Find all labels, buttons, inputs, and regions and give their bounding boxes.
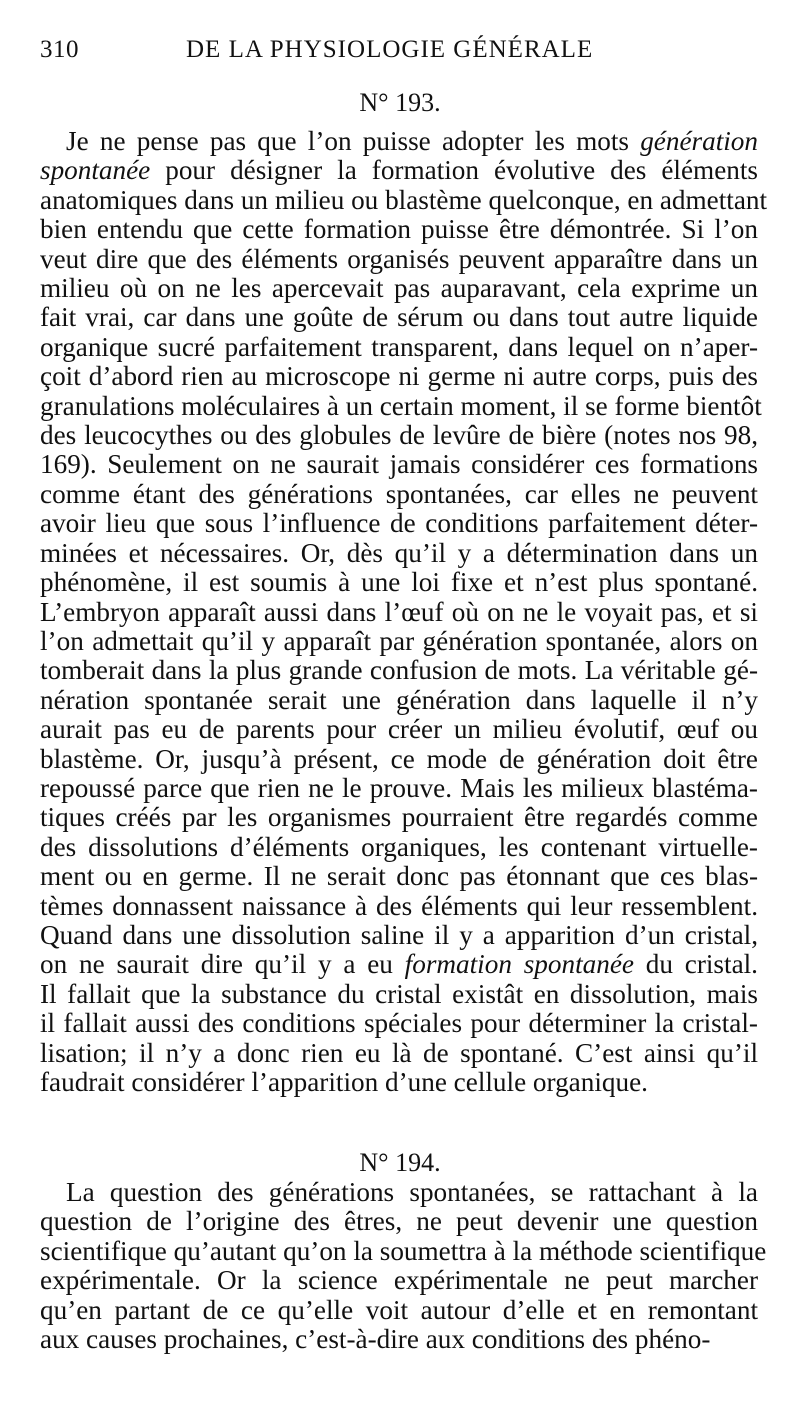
- text-line: il fallait aussi des conditions spéciales pour déterminer la cristal-: [40, 1008, 758, 1039]
- text-line: avoir lieu que sous l’influence de conditions parfaitement déter-: [40, 508, 758, 539]
- text-line: qu’en partant de ce qu’elle voit autour d’elle et en remontant: [40, 1294, 758, 1325]
- text-line: La question des générations spontanées, se rattachant à la: [66, 1177, 758, 1207]
- text-line: çoit d’abord rien au microscope ni germe ni autre corps, puis des: [40, 361, 758, 392]
- text-line: anatomiques dans un milieu ou blastème quelconque, en admettant: [40, 184, 768, 215]
- text-line: aux causes prochaines, c’est-à-dire aux conditions des phéno-: [40, 1324, 711, 1355]
- text-line: veut dire que des éléments organisés peuvent apparaître dans un: [40, 243, 758, 274]
- text-line: on ne saurait dire qu’il y a eu formation spontanée du cristal.: [40, 949, 758, 980]
- text-line: Je ne pense pas que l’on puisse adopter les mots génération: [66, 126, 758, 156]
- text-line: tiques créés par les organismes pourraient être regardés comme: [40, 802, 758, 833]
- page-header: [40, 36, 780, 76]
- text-line: fait vrai, car dans une goûte de sérum ou dans tout autre liquide: [40, 302, 758, 333]
- text-line: L’embryon apparaît aussi dans l’œuf où on ne le voyait pas, et si: [40, 596, 758, 627]
- section-heading-194: N° 194.: [359, 1148, 441, 1177]
- text-line: bien entendu que cette formation puisse être démontrée. Si l’on: [40, 214, 758, 245]
- text-line: expérimentale. Or la science expérimentale ne peut marcher: [40, 1265, 758, 1296]
- text-line: ment ou en germe. Il ne serait donc pas étonnant que ces blas-: [40, 861, 758, 892]
- text-line: milieu où on ne les apercevait pas auparavant, cela exprime un: [40, 273, 758, 304]
- text-line: des leucocythes ou des globules de levûre de bière (notes nos 98,: [40, 420, 758, 451]
- text-line: aurait pas eu de parents pour créer un milieu évolutif, œuf ou: [40, 714, 758, 745]
- text-line: minées et nécessaires. Or, dès qu’il y a détermination dans un: [40, 537, 758, 568]
- text-line: Il fallait que la substance du cristal existât en dissolution, mais: [40, 978, 758, 1009]
- text-line: tomberait dans la plus grande confusion de mots. La véritable gé-: [40, 655, 758, 686]
- page-number: 310: [40, 36, 79, 63]
- text-line: Quand dans une dissolution saline il y a apparition d’un cristal,: [40, 919, 758, 950]
- text-line: des dissolutions d’éléments organiques, les contenant virtuelle-: [40, 831, 758, 862]
- text-line: blastème. Or, jusqu’à présent, ce mode de génération doit être: [40, 743, 758, 774]
- text-line: tèmes donnassent naissance à des éléments qui leur ressemblent.: [40, 890, 758, 921]
- text-line: 169). Seulement on ne saurait jamais considérer ces formations: [40, 449, 758, 480]
- text-line: spontanée pour désigner la formation évolutive des éléments: [40, 155, 758, 186]
- text-line: organique sucré parfaitement transparent, dans lequel on n’aper-: [40, 331, 758, 362]
- paragraph-194: [40, 1177, 767, 1355]
- text-line: granulations moléculaires à un certain moment, il se forme bientôt: [40, 390, 762, 421]
- running-title: DE LA PHYSIOLOGIE GÉNÉRALE: [186, 36, 594, 63]
- text-line: nération spontanée serait une génération dans laquelle il n’y: [40, 684, 758, 715]
- text-line: faudrait considérer l’apparition d’une cellule organique.: [40, 1067, 648, 1097]
- text-line: scientifique qu’autant qu’on la soumettra à la méthode scientifique: [40, 1235, 767, 1266]
- text-line: phénomène, il est soumis à une loi fixe et n’est plus spontané.: [40, 567, 758, 598]
- paragraph-193: [40, 126, 768, 1097]
- text-line: repoussé parce que rien ne le prouve. Mais les milieux blastéma-: [40, 772, 758, 803]
- section-heading-193: N° 193.: [359, 88, 441, 117]
- text-line: lisation; il n’y a donc rien eu là de spontané. C’est ainsi qu’il: [40, 1037, 758, 1068]
- text-line: question de l’origine des êtres, ne peut devenir une question: [40, 1206, 758, 1237]
- text-line: comme étant des générations spontanées, car elles ne peuvent: [40, 478, 758, 509]
- text-line: l’on admettait qu’il y apparaît par génération spontanée, alors on: [40, 625, 758, 656]
